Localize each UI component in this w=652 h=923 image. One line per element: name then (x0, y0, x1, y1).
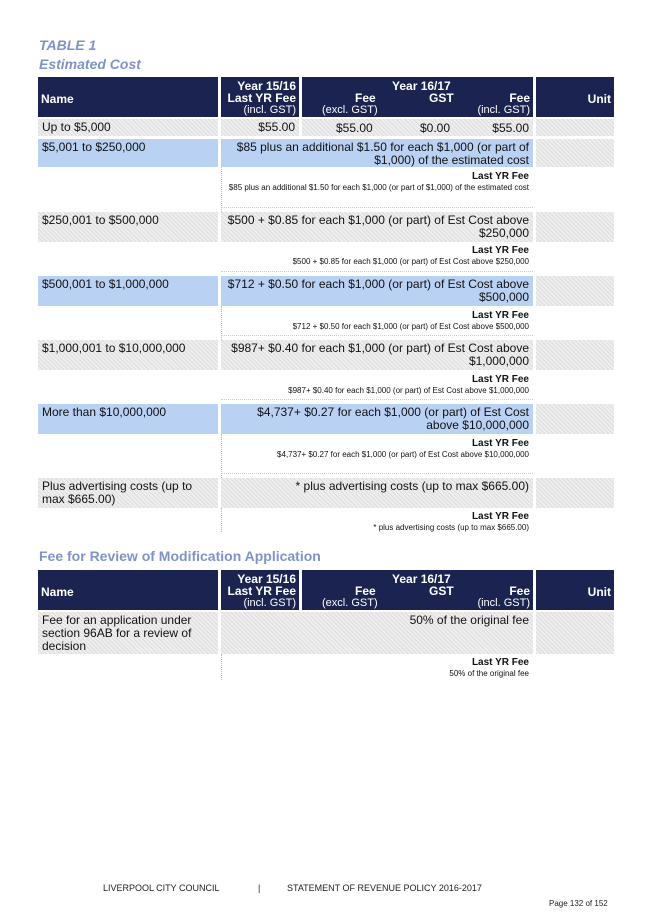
header-fee: Fee (355, 584, 376, 598)
divider (221, 335, 533, 336)
fee-description: $712 + $0.50 for each $1,000 (or part) of Est Cost above $500,000 (221, 276, 533, 306)
divider (221, 167, 222, 212)
header-incl-gst: (incl. GST) (243, 597, 296, 609)
divider (221, 207, 533, 208)
divider (221, 271, 533, 272)
header-year-curr-cell (302, 77, 533, 117)
footer-separator: | (258, 883, 261, 893)
last-yr-fee-value: $55.00 (221, 119, 299, 136)
unit-value (536, 212, 614, 242)
table-row-name: Up to $5,000 (38, 119, 218, 136)
last-yr-fee-note: Last YR Fee $85 plus an additional $1.50 for each $1,000 (or part of $1,000) of the estimated cost (228, 171, 529, 192)
header-excl-gst: (excl. GST) (322, 597, 378, 609)
footer-page-number: Page 132 of 152 (549, 899, 608, 908)
header-last-yr-fee: Last YR Fee (227, 584, 296, 598)
last-yr-fee-note: Last YR Fee 50% of the original fee (449, 657, 529, 678)
table-row-name: $250,001 to $500,000 (38, 212, 218, 242)
unit-value (536, 478, 614, 508)
header-incl-gst-2: (incl. GST) (477, 104, 530, 116)
header-excl-gst: (excl. GST) (322, 104, 378, 116)
header-unit-cell (536, 570, 614, 610)
header-unit-cell (536, 77, 614, 117)
fee-description: * plus advertising costs (up to max $665.00) (221, 478, 533, 508)
fee-excl-value: $55.00 (336, 121, 373, 135)
table-row-name: More than $10,000,000 (38, 404, 218, 434)
table-row-name: Fee for an application under section 96AB for a review of decision (38, 612, 218, 654)
header-fee-incl: Fee (509, 91, 530, 105)
header-year-prev-cell (221, 570, 299, 610)
unit-value (536, 119, 614, 136)
header-year-prev-cell (221, 77, 299, 117)
header-gst: GST (429, 584, 454, 598)
unit-value (536, 139, 614, 167)
table-row-name: $500,001 to $1,000,000 (38, 276, 218, 306)
fee-incl-value: $55.00 (492, 121, 529, 135)
fee-description: $85 plus an additional $1.50 for each $1,000 (or part of $1,000) of the estimated cost (221, 139, 533, 167)
header-incl-gst: (incl. GST) (243, 104, 296, 116)
footer-council: LIVERPOOL CITY COUNCIL (103, 883, 220, 893)
gst-value: $0.00 (420, 121, 451, 135)
header-fee-incl: Fee (509, 584, 530, 598)
header-unit: Unit (587, 92, 611, 106)
divider (221, 508, 222, 532)
table-row-name: Plus advertising costs (up to max $665.00) (38, 478, 218, 508)
last-yr-fee-note: Last YR Fee * plus advertising costs (up to max $665.00) (373, 511, 529, 532)
table-row-name: $1,000,001 to $10,000,000 (38, 340, 218, 370)
divider (221, 473, 533, 474)
unit-value (536, 276, 614, 306)
divider (221, 654, 222, 680)
review-modification-table (38, 570, 614, 685)
header-name-cell (38, 77, 218, 117)
header-last-yr-fee: Last YR Fee (227, 91, 296, 105)
divider (221, 434, 222, 478)
header-year-prev: Year 15/16 (237, 572, 296, 586)
fee-description: $500 + $0.85 for each $1,000 (or part) of Est Cost above $250,000 (221, 212, 533, 242)
footer-document-title: STATEMENT OF REVENUE POLICY 2016-2017 (287, 883, 482, 893)
header-name-cell (38, 570, 218, 610)
header-year-curr-cell (302, 570, 533, 610)
divider (221, 399, 533, 400)
header-name: Name (41, 585, 74, 599)
current-fee-values (302, 119, 533, 136)
fee-description: 50% of the original fee (221, 612, 533, 654)
last-yr-fee-note: Last YR Fee $4,737+ $0.27 for each $1,000 (or part) of Est Cost above $10,000,000 (277, 438, 529, 459)
header-gst: GST (429, 91, 454, 105)
table-subtitle: Estimated Cost (39, 56, 141, 72)
header-fee: Fee (355, 91, 376, 105)
table-row-name: $5,001 to $250,000 (38, 139, 218, 167)
last-yr-fee-note: Last YR Fee $500 + $0.85 for each $1,000 (or part) of Est Cost above $250,000 (292, 245, 529, 266)
fee-description: $987+ $0.40 for each $1,000 (or part) of Est Cost above $1,000,000 (221, 340, 533, 370)
header-name: Name (41, 92, 74, 106)
unit-value (536, 404, 614, 434)
last-yr-fee-note: Last YR Fee $987+ $0.40 for each $1,000 (or part) of Est Cost above $1,000,000 (288, 374, 529, 395)
fee-description: $4,737+ $0.27 for each $1,000 (or part) of Est Cost above $10,000,000 (221, 404, 533, 434)
table-label: TABLE 1 (39, 37, 97, 53)
header-unit: Unit (587, 585, 611, 599)
estimated-cost-table (38, 77, 614, 532)
header-year-prev: Year 15/16 (237, 79, 296, 93)
unit-value (536, 340, 614, 370)
header-year-curr: Year 16/17 (392, 79, 451, 93)
header-incl-gst-2: (incl. GST) (477, 597, 530, 609)
last-yr-fee-note: Last YR Fee $712 + $0.50 for each $1,000 (or part) of Est Cost above $500,000 (292, 310, 529, 331)
header-year-curr: Year 16/17 (392, 572, 451, 586)
section-title: Fee for Review of Modification Application (39, 548, 321, 564)
unit-value (536, 612, 614, 654)
